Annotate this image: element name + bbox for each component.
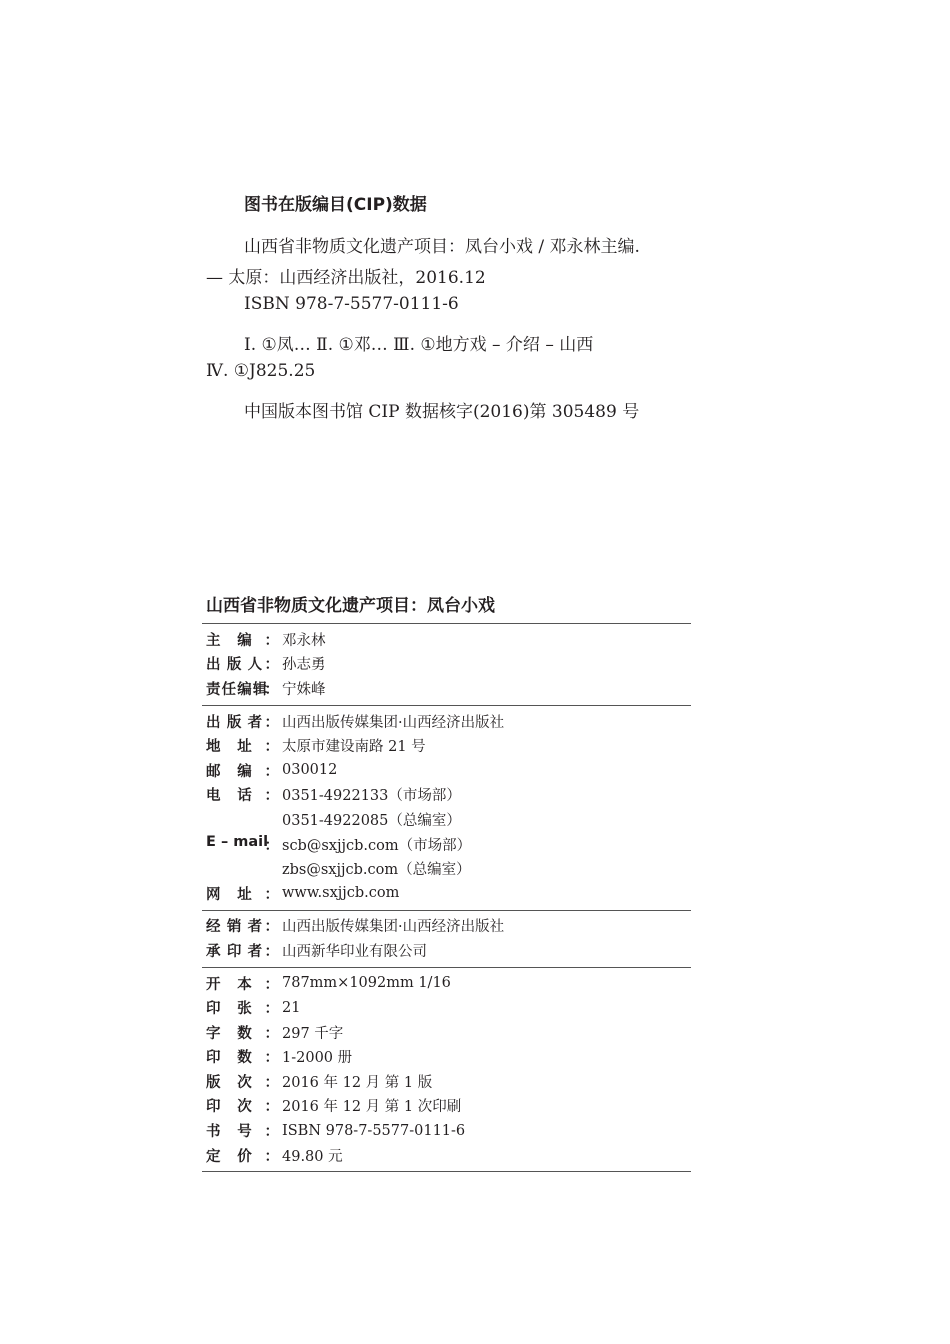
colophon-row — [202, 652, 691, 677]
label-char: 印 — [206, 1050, 221, 1067]
colophon-row-label — [202, 629, 282, 650]
label-colon: ： — [264, 681, 279, 698]
colophon-row-label — [202, 784, 282, 805]
colophon-row-value: 邓永林 — [282, 632, 326, 649]
label-colon: ： — [264, 739, 279, 756]
label-char: 址 — [237, 739, 252, 756]
label-char: 邮 — [206, 763, 221, 780]
label-char: 印 — [226, 943, 242, 960]
colophon-row-label — [202, 1071, 282, 1092]
label-colon: ： — [264, 1025, 279, 1042]
label-char: E – mail — [206, 833, 269, 850]
label-colon: ： — [264, 976, 279, 993]
label-char: 主 — [206, 632, 221, 649]
colophon-row — [202, 1143, 691, 1168]
colophon-row-value: 孙志勇 — [282, 657, 326, 674]
colophon-row — [202, 856, 691, 881]
colophon-row-label — [202, 1145, 282, 1166]
colophon-group — [202, 623, 691, 705]
label-char: 定 — [206, 1148, 221, 1165]
label-colon: ： — [264, 714, 279, 731]
colophon-row-label — [202, 760, 282, 781]
colophon-row — [202, 971, 691, 996]
colophon-row-value: 21 — [282, 999, 301, 1016]
label-char: 任 — [221, 681, 237, 698]
label-char: 承 — [206, 943, 221, 960]
colophon-row — [202, 627, 691, 652]
colophon-row-value: ISBN 978-7-5577-0111-6 — [282, 1122, 466, 1139]
colophon-row-value: 宁姝峰 — [282, 681, 326, 698]
colophon-row-label — [202, 973, 282, 994]
label-char: 网 — [206, 886, 221, 903]
colophon-row-value: 297 千字 — [282, 1025, 344, 1042]
colophon-row-label — [202, 1046, 282, 1067]
label-char: 书 — [206, 1124, 221, 1141]
colophon-row-value: 030012 — [282, 762, 338, 779]
cip-line-isbn: ISBN 978-7-5577-0111-6 — [244, 294, 459, 314]
cip-line-class-number: Ⅳ. ①J825.25 — [206, 361, 316, 381]
label-colon: ： — [264, 1148, 279, 1165]
colophon-row-label — [202, 834, 282, 855]
colophon-row — [202, 758, 691, 783]
label-char: 数 — [237, 1025, 252, 1042]
colophon-row-label — [202, 997, 282, 1018]
colophon-row-value: 山西新华印业有限公司 — [282, 943, 427, 960]
label-colon: ： — [264, 1074, 279, 1091]
colophon-row — [202, 832, 691, 857]
cip-line-record-number: 中国版本图书馆 CIP 数据核字(2016)第 305489 号 — [244, 402, 640, 422]
colophon-row-value: 山西出版传媒集团·山西经济出版社 — [282, 919, 505, 936]
cip-line-publisher: — 太原：山西经济出版社，2016.12 — [206, 268, 486, 288]
label-char: 销 — [226, 919, 242, 936]
label-char: 本 — [237, 976, 252, 993]
colophon-row — [202, 783, 691, 808]
colophon-row-label — [202, 653, 282, 674]
label-char: 开 — [206, 976, 221, 993]
colophon-row-label — [202, 1095, 282, 1116]
colophon-group — [202, 910, 691, 967]
cip-line-classification: Ⅰ. ①凤… Ⅱ. ①邓… Ⅲ. ①地方戏 – 介绍 – 山西 — [244, 335, 594, 355]
label-char: 编 — [237, 632, 252, 649]
colophon-row-label — [202, 915, 282, 936]
label-char: 者 — [247, 714, 263, 731]
colophon-row-value: 0351-4922085（总编室） — [282, 812, 461, 829]
colophon — [202, 592, 691, 1172]
colophon-row-value: 49.80 元 — [282, 1148, 343, 1165]
label-colon: ： — [264, 837, 279, 854]
colophon-row — [202, 1094, 691, 1119]
colophon-row — [202, 676, 691, 701]
colophon-row — [202, 709, 691, 734]
colophon-row-label — [202, 735, 282, 756]
colophon-groups — [202, 623, 691, 1171]
label-char: 经 — [206, 919, 221, 936]
label-char: 印 — [206, 1001, 221, 1018]
colophon-row — [202, 1069, 691, 1094]
colophon-row — [202, 938, 691, 963]
colophon-row-value: zbs@sxjjcb.com（总编室） — [282, 862, 471, 879]
colophon-group — [202, 967, 691, 1172]
label-char: 次 — [237, 1099, 252, 1116]
colophon-row-label — [202, 940, 282, 961]
label-char: 数 — [237, 1050, 252, 1067]
cip-line-book-title: 山西省非物质文化遗产项目：凤台小戏 / 邓永林主编. — [244, 237, 640, 257]
colophon-row-value: 0351-4922133（市场部） — [282, 788, 461, 805]
label-char: 次 — [237, 1074, 252, 1091]
colophon-title: 山西省非物质文化遗产项目：凤台小戏 — [206, 596, 495, 616]
colophon-row — [202, 1045, 691, 1070]
label-char: 号 — [237, 1124, 252, 1141]
colophon-row — [202, 733, 691, 758]
label-char: 张 — [237, 1001, 252, 1018]
label-colon: ： — [264, 763, 279, 780]
label-char: 话 — [237, 788, 252, 805]
label-colon: ： — [264, 1124, 279, 1141]
label-colon: ： — [264, 657, 279, 674]
label-char: 责 — [206, 681, 221, 698]
label-char: 版 — [226, 657, 242, 674]
colophon-row-label — [202, 1120, 282, 1141]
label-char: 址 — [237, 886, 252, 903]
label-char: 出 — [206, 714, 221, 731]
label-colon: ： — [264, 943, 279, 960]
colophon-row — [202, 881, 691, 906]
colophon-row-label — [202, 1022, 282, 1043]
label-char: 人 — [247, 657, 263, 674]
label-colon: ： — [264, 1050, 279, 1067]
colophon-group — [202, 705, 691, 910]
label-colon: ： — [264, 919, 279, 936]
label-char: 版 — [226, 714, 242, 731]
colophon-row-label — [202, 883, 282, 904]
label-char: 者 — [247, 943, 263, 960]
colophon-row-value: 太原市建设南路 21 号 — [282, 739, 426, 756]
label-colon: ： — [264, 1001, 279, 1018]
label-colon: ： — [264, 632, 279, 649]
colophon-row-value: 1-2000 册 — [282, 1050, 353, 1067]
colophon-row — [202, 995, 691, 1020]
colophon-row-value: 山西出版传媒集团·山西经济出版社 — [282, 714, 505, 731]
label-char: 出 — [206, 657, 221, 674]
colophon-row-value: 2016 年 12 月 第 1 次印刷 — [282, 1099, 462, 1116]
label-char: 者 — [247, 919, 263, 936]
label-char: 编 — [237, 763, 252, 780]
label-char: 字 — [206, 1025, 221, 1042]
label-colon: ： — [264, 886, 279, 903]
label-char: 电 — [206, 788, 221, 805]
label-char: 辑 — [252, 681, 268, 698]
cip-title: 图书在版编目(CIP)数据 — [244, 195, 427, 215]
label-colon: ： — [264, 1099, 279, 1116]
label-char: 地 — [206, 739, 221, 756]
colophon-row — [202, 1020, 691, 1045]
colophon-bottom-rule — [202, 1171, 691, 1172]
colophon-row-value: 2016 年 12 月 第 1 版 — [282, 1074, 433, 1091]
colophon-row-value: 787mm×1092mm 1/16 — [282, 975, 451, 992]
label-char: 编 — [237, 681, 252, 698]
colophon-row-value: www.sxjjcb.com — [282, 885, 400, 902]
colophon-row-label — [202, 711, 282, 732]
label-colon: ： — [264, 788, 279, 805]
colophon-row-value: scb@sxjjcb.com（市场部） — [282, 837, 472, 854]
label-char: 印 — [206, 1099, 221, 1116]
colophon-row — [202, 807, 691, 832]
colophon-row — [202, 914, 691, 939]
colophon-row-label — [202, 678, 282, 699]
colophon-row — [202, 1118, 691, 1143]
label-char: 价 — [237, 1148, 252, 1165]
label-char: 版 — [206, 1074, 221, 1091]
